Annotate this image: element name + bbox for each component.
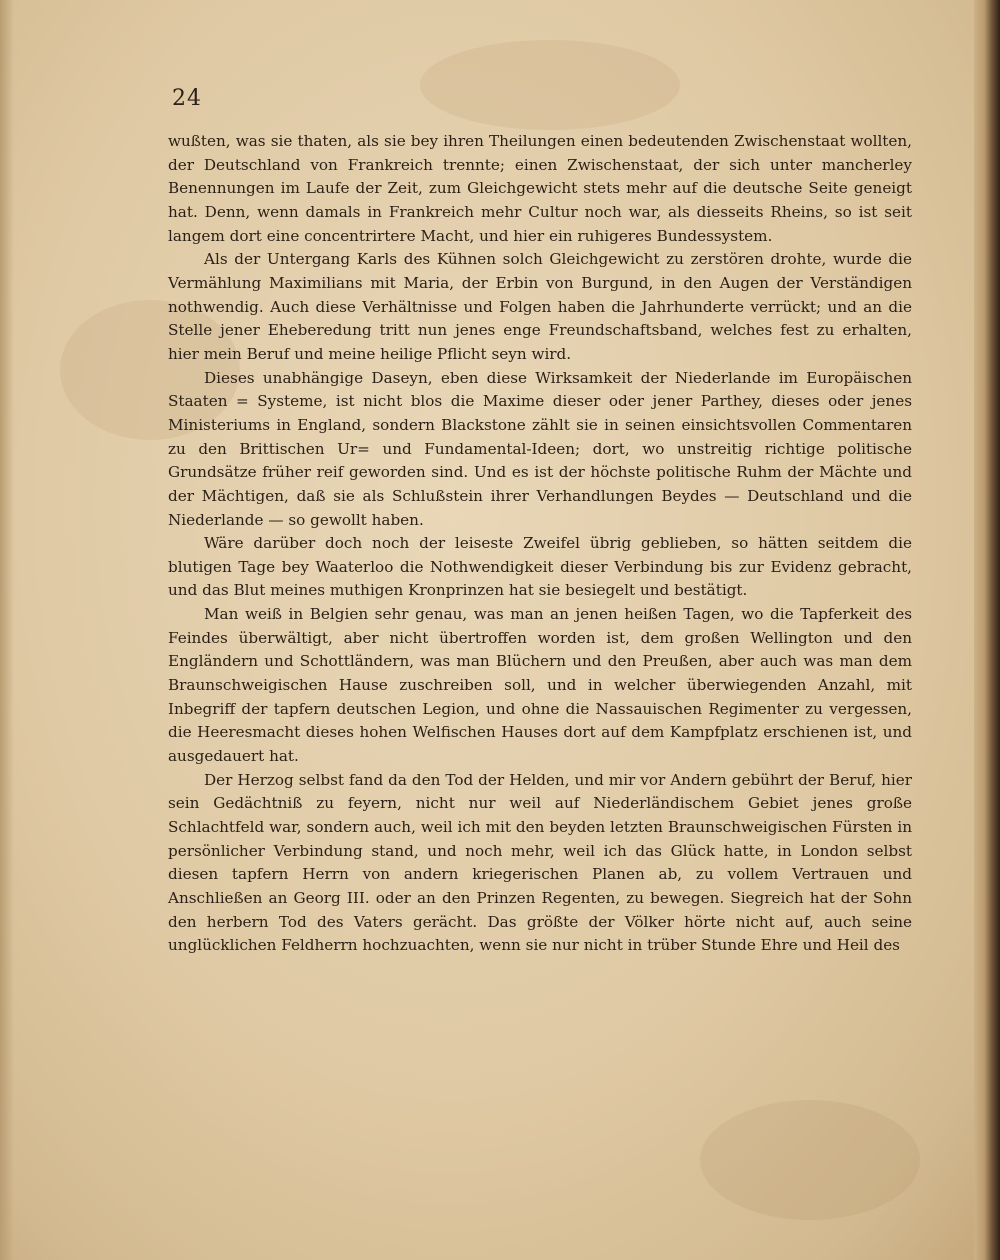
paper-stain — [700, 1100, 920, 1220]
paragraph-6: Der Herzog selbst fand da den Tod der Helden, und mir vor Andern gebührt der Beruf, hier sein Gedächtniß zu feyern, nicht nur weil auf Niederländischem Gebiet jenes große Schlachtfeld war, sondern auch, weil ich mit den beyden letzten Braunschweigischen Fürsten in persönlicher Verbindung stand, und noch mehr, weil ich das Glück hatte, in London selbst diesen tapfern Herrn von andern kriegerischen Planen ab, zu vollem Vertrauen und Anschließen an Georg III. oder an den Prinzen Regenten, zu bewegen. Siegreich hat der Sohn den herbern Tod des Vaters gerächt. Das größte der Völker hörte nicht auf, auch seine unglücklichen Feldherrn hochzuachten, wenn sie nur nicht in trüber Stunde Ehre und Heil des — [168, 770, 912, 955]
page-left-shadow — [0, 0, 14, 1260]
paragraph-1: wußten, was sie thaten, als sie bey ihren Theilungen einen bedeutenden Zwischenstaat wollten, der Deutschland von Frankreich trennte; einen Zwischenstaat, der sich unter mancherley Benennungen im Laufe der Zeit, zum Gleichgewicht stets mehr auf die deutsche Seite geneigt hat. Denn, wenn damals in Frankreich mehr Cultur noch war, als diesseits Rheins, so ist seit langem dort eine concentrirtere Macht, und hier ein ruhigeres Bundessystem. — [168, 132, 912, 245]
body-text — [168, 130, 912, 958]
paragraph-3: Dieses unabhängige Daseyn, eben diese Wirksamkeit der Niederlande im Europäischen Staaten = Systeme, ist nicht blos die Maxime dieser oder jener Parthey, dieses oder jenes Ministeriums in England, sondern Blackstone zählt sie in seinen einsichtsvollen Commentaren zu den Brittischen Ur= und Fundamental-Ideen; dort, wo unstreitig richtige politische Grundsätze früher reif geworden sind. Und es ist der höchste politische Ruhm der Mächte und der Mächtigen, daß sie als Schlußstein ihrer Verhandlungen Beydes — Deutschland und die Niederlande — so gewollt haben. — [168, 368, 912, 529]
paragraph-4: Wäre darüber doch noch der leiseste Zweifel übrig geblieben, so hätten seitdem die blutigen Tage bey Waaterloo die Nothwendigkeit dieser Verbindung bis zur Evidenz gebracht, und das Blut meines muthigen Kronprinzen hat sie besiegelt und bestätigt. — [168, 534, 912, 600]
page-number: 24 — [172, 86, 202, 111]
paragraph-5: Man weiß in Belgien sehr genau, was man an jenen heißen Tagen, wo die Tapferkeit des Feindes überwältigt, aber nicht übertroffen worden ist, dem großen Wellington und den Engländern und Schottländern, was man Blüchern und den Preußen, aber auch was man dem Braunschweigischen Hause zuschreiben soll, und in welcher überwiegenden Anzahl, mit Inbegriff der tapfern deutschen Legion, und ohne die Nassauischen Regimenter zu vergessen, die Heeresmacht dieses hohen Welfischen Hauses dort auf dem Kampfplatz erschienen ist, und ausgedauert hat. — [168, 605, 912, 766]
page-right-edge — [974, 0, 1000, 1260]
paragraph-2: Als der Untergang Karls des Kühnen solch Gleichgewicht zu zerstören drohte, wurde die Vermählung Maximilians mit Maria, der Erbin von Burgund, in den Augen der Verständigen nothwendig. Auch diese Verhältnisse und Folgen haben die Jahrhunderte verrückt; und an die Stelle jener Eheberedung tritt nun jenes enge Freundschaftsband, welches fest zu erhalten, hier mein Beruf und meine heilige Pflicht seyn wird. — [168, 250, 912, 363]
paper-stain — [420, 40, 680, 130]
